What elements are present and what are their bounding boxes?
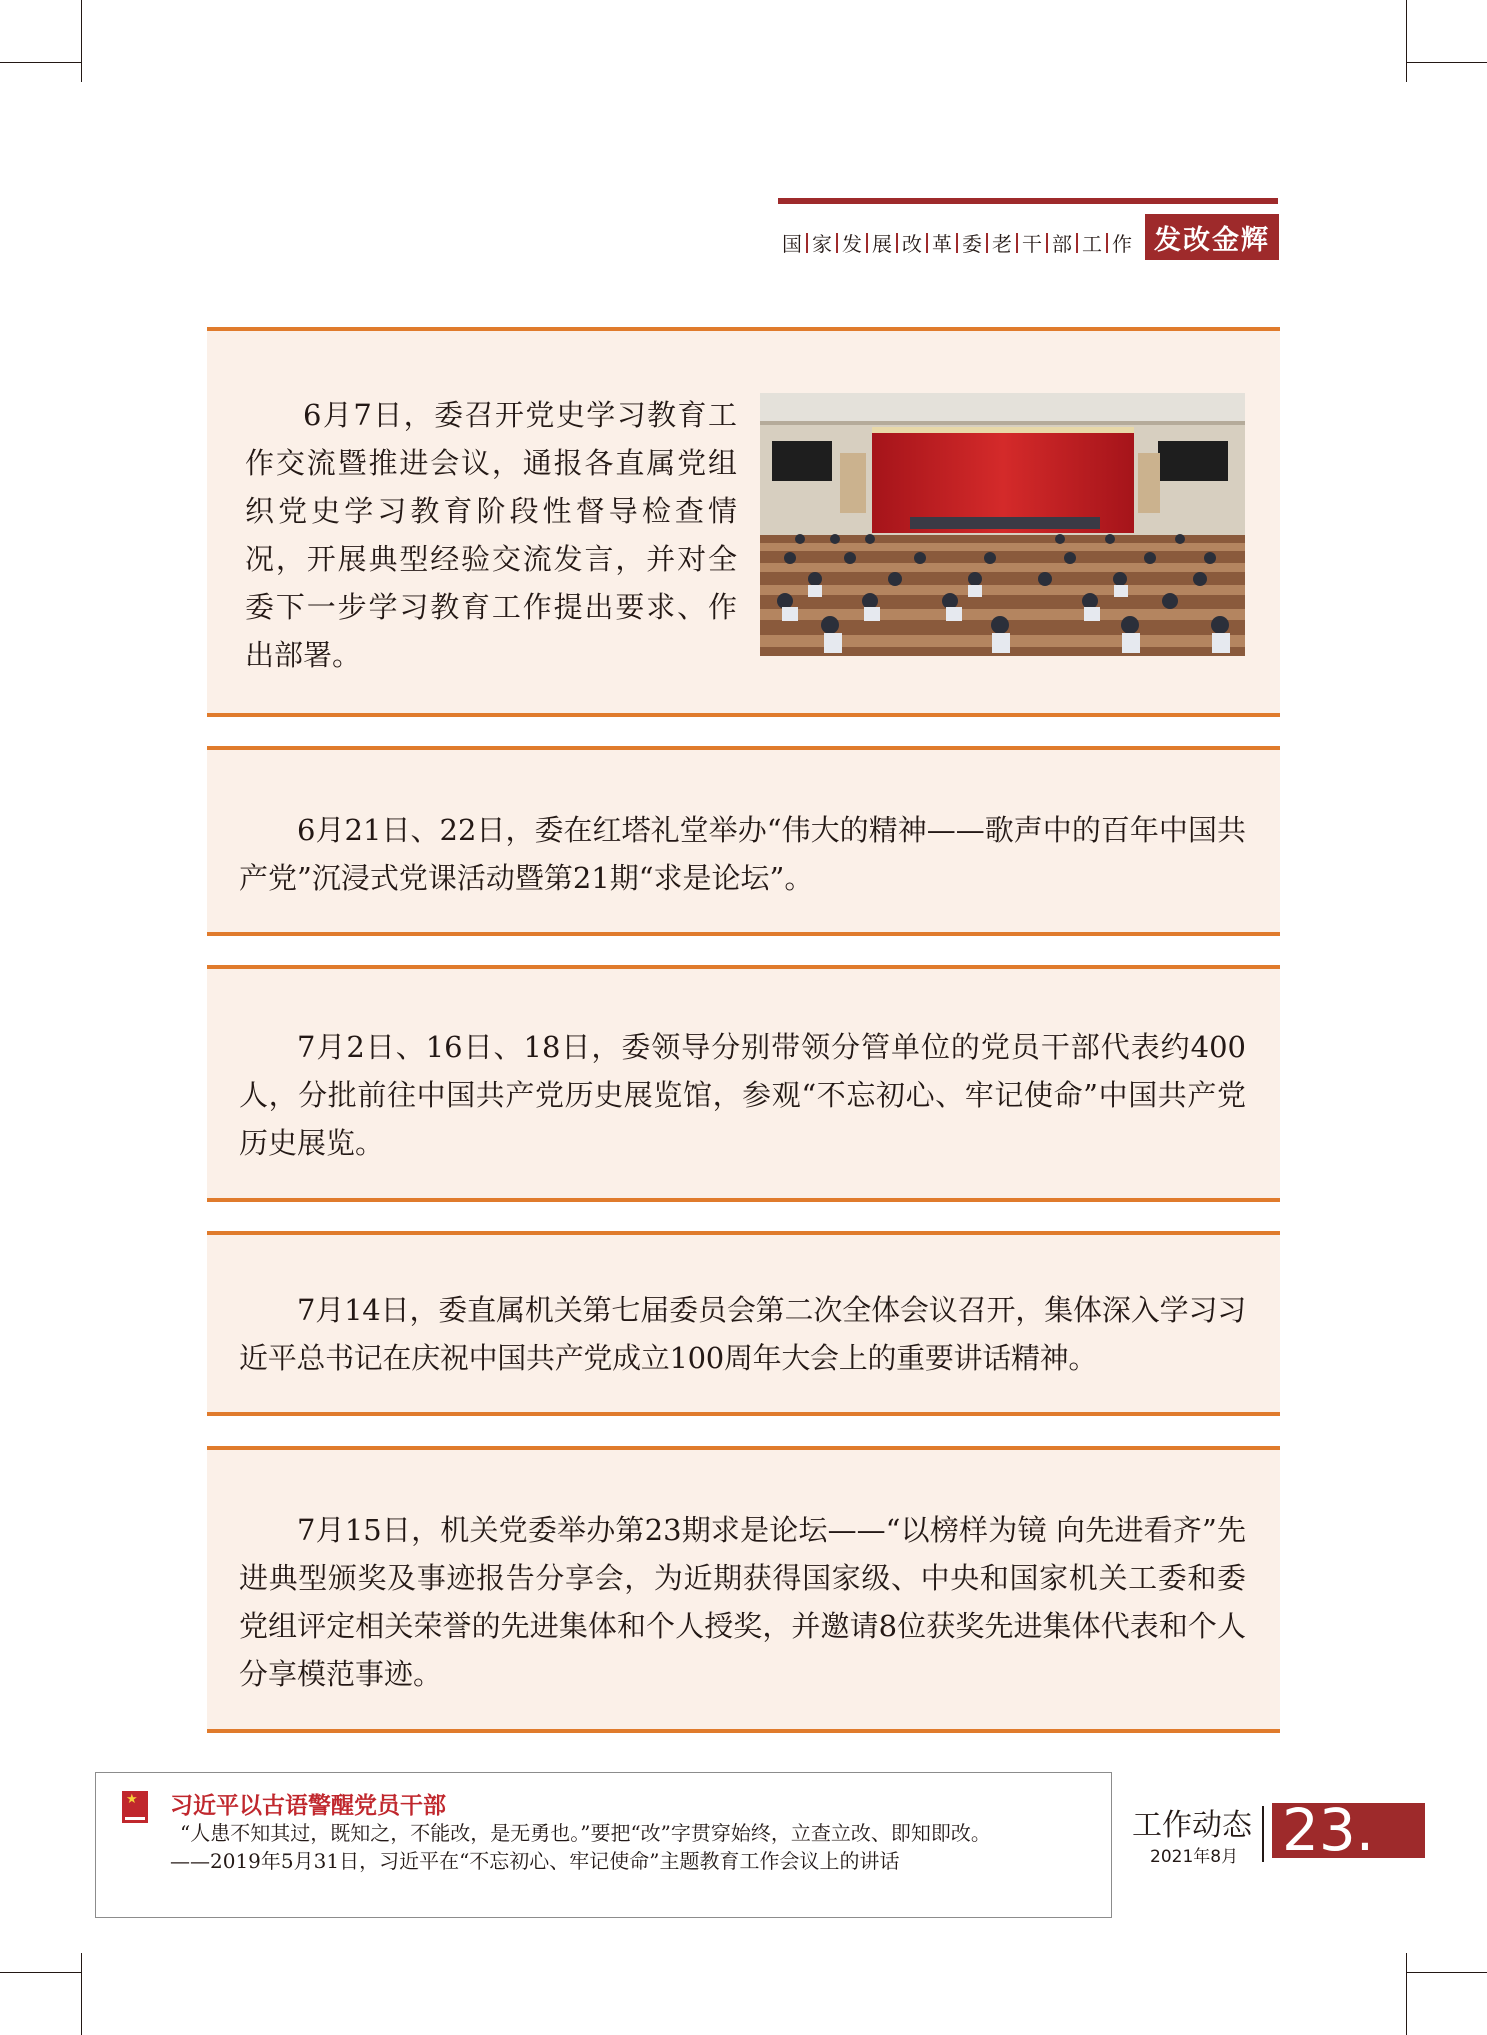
news-item-text: 6月7日，委召开党史学习教育工作交流暨推进会议，通报各直属党组织党史学习教育阶段性督导检查情况，开展典型经验交流发言，并对全委下一步学习教育工作提出要求、作出部署。 (245, 398, 737, 672)
crop-mark (1406, 0, 1407, 82)
header-org-char: 革 (932, 232, 952, 256)
issue-date: 2021年8月 (1150, 1847, 1239, 1867)
news-item-2 (207, 746, 1280, 936)
crop-mark (1406, 1972, 1487, 1973)
quote-source: ——2019年5月31日，习近平在“不忘初心、牢记使命”主题教育工作会议上的讲话 (170, 1849, 900, 1873)
header-org-char: 家 (812, 232, 832, 256)
header-org-char: 部 (1052, 232, 1072, 256)
news-item-5 (207, 1446, 1280, 1733)
header-org-char: 老 (992, 232, 1012, 256)
header-org-char: 国 (782, 232, 802, 256)
book-icon: ★ (122, 1791, 148, 1823)
news-item-3 (207, 965, 1280, 1202)
news-item-4 (207, 1231, 1280, 1416)
header-org-char: 工 (1082, 232, 1102, 256)
meeting-photo (760, 393, 1245, 656)
header-org-char: 委 (962, 232, 982, 256)
section-name: 工作动态 (1132, 1808, 1252, 1843)
news-item-text: 7月2日、16日、18日，委领导分别带领分管单位的党员干部代表约400人，分批前往中国共产党历史展览馆，参观“不忘初心、牢记使命”中国共产党历史展览。 (239, 1030, 1246, 1160)
header-org-char: 改 (902, 232, 922, 256)
crop-mark (81, 1953, 82, 2035)
news-item-text: 7月15日，机关党委举办第23期求是论坛——“以榜样为镜 向先进看齐”先进典型颁奖及事迹报告分享会，为近期获得国家级、中央和国家机关工委和委党组评定相关荣誉的先进集体和个人授奖，并邀请8位获奖先进集体代表和个人分享模范事迹。 (239, 1513, 1246, 1691)
header-org-char: 展 (872, 232, 892, 256)
header-rule (778, 198, 1278, 204)
news-item-text: 7月14日，委直属机关第七届委员会第二次全体会议召开，集体深入学习习近平总书记在庆祝中国共产党成立100周年大会上的重要讲话精神。 (239, 1293, 1246, 1375)
header-org-char: 干 (1022, 232, 1042, 256)
news-item-1 (207, 327, 1280, 717)
crop-mark (81, 0, 82, 82)
header-org-char: 作 (1112, 232, 1132, 256)
crop-mark (1406, 1953, 1407, 2035)
footer-divider (1262, 1806, 1264, 1862)
page-number: 23. (1272, 1803, 1425, 1858)
news-item-text: 6月21日、22日，委在红塔礼堂举办“伟大的精神——歌声中的百年中国共产党”沉浸式党课活动暨第21期“求是论坛”。 (239, 813, 1246, 895)
header-org-name (778, 228, 1136, 257)
quote-body (170, 1819, 1093, 1875)
quote-title: 习近平以古语警醒党员干部 (170, 1792, 446, 1819)
quote-box (95, 1772, 1112, 1918)
crop-mark (0, 1972, 82, 1973)
header-org-char: 发 (842, 232, 862, 256)
quote-text: “人患不知其过，既知之，不能改，是无勇也。”要把“改”字贯穿始终，立查立改、即知即改。 (180, 1821, 991, 1845)
header-badge: 发改金辉 (1145, 214, 1279, 260)
crop-mark (0, 62, 82, 63)
crop-mark (1406, 62, 1487, 63)
